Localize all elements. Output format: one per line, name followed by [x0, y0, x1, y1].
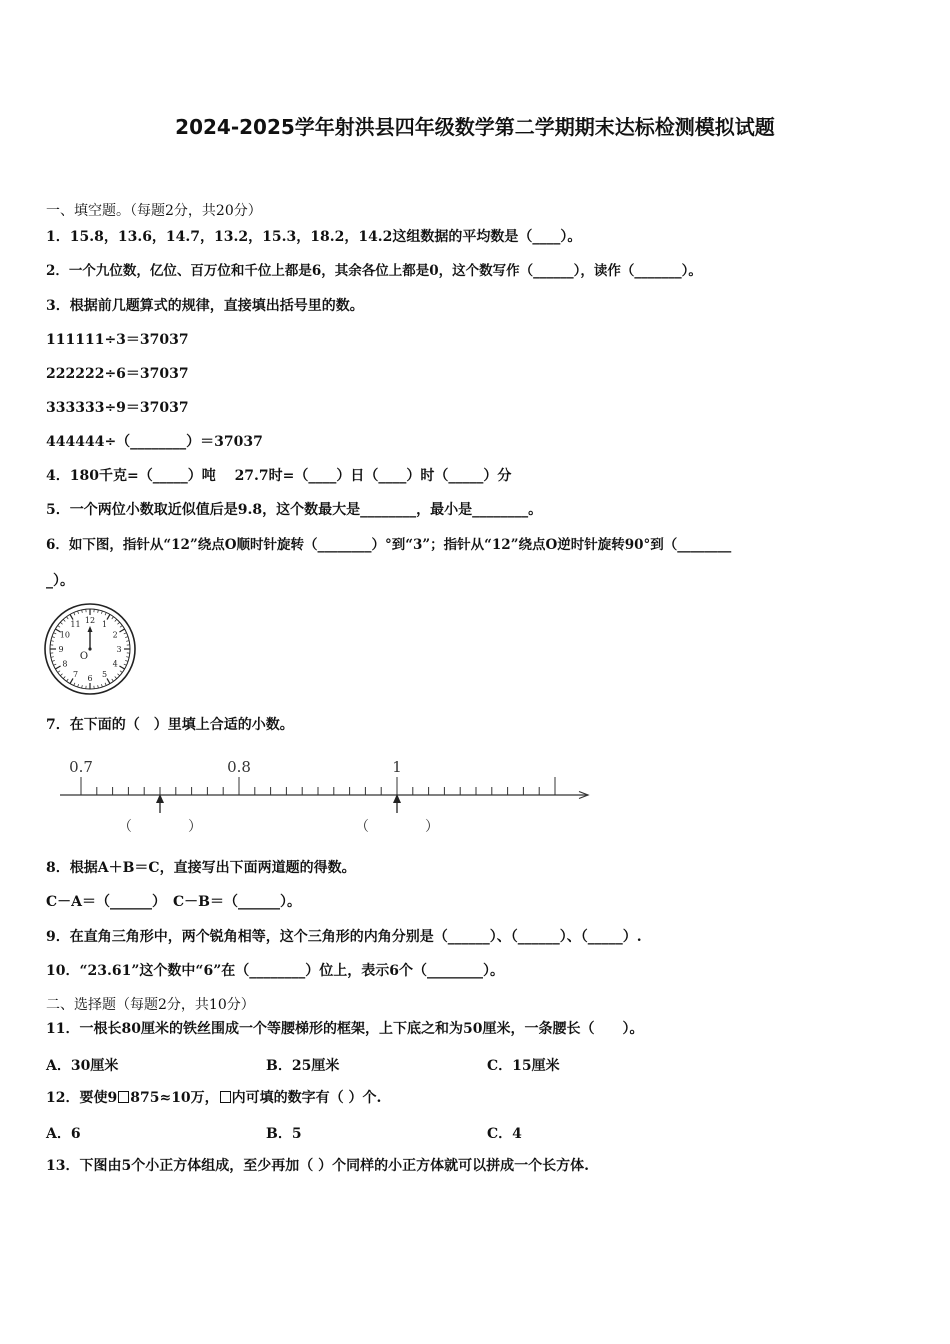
- question-4: 4．180千克=（_____）吨 27.7时=（____）日（____）时（_____）分: [46, 468, 512, 484]
- clock-number: 12: [84, 616, 96, 625]
- clock-tick: [120, 671, 122, 673]
- clock-tick: [98, 610, 99, 613]
- blank-box-icon: [118, 1091, 129, 1103]
- clock-tick: [115, 619, 117, 621]
- question-5: 5．一个两位小数取近似值后是9.8，这个数最大是________，最小是________。: [46, 502, 543, 518]
- clock-tick: [117, 674, 119, 676]
- section-choice-heading: 二、选择题（每题2分，共10分）: [46, 997, 255, 1013]
- question-6-line-2: _）。: [46, 573, 74, 589]
- question-3-equation-1: 111111÷3＝37037: [46, 332, 189, 348]
- clock-tick: [78, 684, 79, 687]
- clock-figure: [42, 603, 140, 695]
- clock-tick: [119, 666, 124, 669]
- clock-number: 8: [62, 659, 68, 669]
- clock-face: [45, 604, 135, 694]
- question-6-line-1: 6．如下图，指针从“12”绕点O顺时针旋转（________）°到“3”；指针从“12”绕点O逆时针旋转90°到（________: [46, 537, 732, 553]
- clock-center-dot: [88, 647, 91, 650]
- clock-tick: [125, 637, 128, 638]
- question-7: 7．在下面的（ ）里填上合适的小数。: [46, 717, 294, 733]
- question-11: 11．一根长80厘米的铁丝围成一个等腰梯形的框架，上下底之和为50厘米，一条腰长（ ）。: [46, 1021, 644, 1037]
- clock-tick: [60, 674, 62, 676]
- clock-tick: [63, 676, 65, 678]
- question-8-answers: C－A＝（______） C－B＝（______）。: [46, 894, 301, 910]
- clock-number: 1: [101, 619, 108, 629]
- clock-tick: [70, 678, 73, 683]
- clock-tick: [119, 629, 124, 632]
- question-13: 13．下图由5个小正方体组成，至少再加（ ）个同样的小正方体就可以拼成一个长方体.: [46, 1158, 589, 1174]
- question-12-prefix: 12．要使9: [46, 1090, 118, 1106]
- number-line-label: 1: [392, 758, 402, 776]
- clock-number: 2: [112, 630, 118, 640]
- clock-tick: [115, 676, 117, 678]
- clock-number: 6: [87, 674, 93, 683]
- clock-tick: [117, 622, 119, 624]
- clock-tick: [52, 637, 55, 638]
- clock-number: 10: [59, 630, 70, 640]
- page-title: 2024-2025学年射洪县四年级数学第二学期期末达标检测模拟试题: [175, 115, 775, 139]
- clock-pointer-head-icon: [88, 626, 93, 632]
- question-12-option-c: C．4: [487, 1126, 522, 1142]
- clock-tick: [124, 633, 127, 634]
- question-11-option-c: C．15厘米: [487, 1058, 560, 1074]
- clock-tick: [70, 614, 73, 619]
- question-3-equation-2: 222222÷6＝37037: [46, 366, 189, 382]
- question-3: 3．根据前几题算式的规律，直接填出括号里的数。: [46, 298, 364, 314]
- clock-tick: [51, 641, 54, 642]
- question-3-equation-4: 444444÷（________）＝37037: [46, 434, 263, 450]
- clock-tick: [78, 611, 79, 614]
- question-12: [46, 1089, 381, 1107]
- question-10: 10．“23.61”这个数中“6”在（________）位上，表示6个（________）。: [46, 963, 505, 979]
- number-line-figure: [55, 752, 600, 844]
- number-line-answer-blank[interactable]: （ ）: [118, 819, 202, 835]
- clock-tick: [74, 612, 75, 615]
- clock-number: 5: [101, 670, 108, 680]
- question-2: 2．一个九位数，亿位、百万位和千位上都是6，其余各位上都是0，这个数写作（______），读作（_______）。: [46, 263, 702, 279]
- question-12-suffix: 875≈10万，: [130, 1090, 219, 1106]
- clock-tick: [53, 633, 56, 634]
- clock-tick: [126, 641, 129, 642]
- clock-tick: [107, 678, 110, 683]
- question-3-equation-3: 333333÷9＝37037: [46, 400, 189, 416]
- number-line: [60, 758, 588, 835]
- clock-tick: [101, 611, 102, 614]
- clock-tick: [58, 671, 60, 673]
- clock-tick: [126, 657, 129, 658]
- clock-tick: [112, 679, 114, 681]
- clock-tick: [53, 664, 56, 665]
- question-12-option-a: A．6: [46, 1126, 81, 1142]
- clock-tick: [98, 685, 99, 688]
- clock-tick: [74, 683, 75, 686]
- clock-tick: [66, 617, 68, 619]
- number-line-label: 0.8: [227, 758, 251, 776]
- clock-tick: [124, 664, 127, 665]
- question-8: 8．根据A＋B＝C，直接写出下面两道题的得数。: [46, 860, 356, 876]
- question-11-option-b: B．25厘米: [266, 1058, 340, 1074]
- clock-number: 4: [112, 659, 118, 669]
- clock-tick: [82, 610, 83, 613]
- number-line-label: 0.7: [69, 758, 93, 776]
- clock-tick: [60, 622, 62, 624]
- question-9: 9．在直角三角形中，两个锐角相等，这个三角形的内角分别是（______）、（______）、（_____）.: [46, 929, 642, 945]
- clock-tick: [112, 617, 114, 619]
- clock-tick: [82, 685, 83, 688]
- section-fill-blank-heading: 一、填空题。（每题2分，共20分）: [46, 203, 262, 219]
- clock-tick: [125, 660, 128, 661]
- question-12-tail: 内可填的数字有（ ）个.: [231, 1090, 382, 1106]
- clock-tick: [120, 625, 122, 627]
- clock-tick: [66, 679, 68, 681]
- clock-number: 11: [70, 619, 81, 629]
- clock-tick: [55, 666, 60, 669]
- clock-tick: [101, 684, 102, 687]
- clock-number: 9: [58, 645, 64, 654]
- clock-number: 7: [72, 670, 79, 680]
- clock-tick: [63, 619, 65, 621]
- clock-tick: [105, 683, 106, 686]
- clock-tick: [107, 614, 110, 619]
- question-11-option-a: A．30厘米: [46, 1058, 119, 1074]
- clock-center-label: O: [79, 651, 89, 662]
- blank-box-icon: [220, 1091, 231, 1103]
- clock-tick: [58, 625, 60, 627]
- clock-number: 3: [116, 645, 122, 654]
- question-12-option-b: B．5: [266, 1126, 302, 1142]
- question-1: 1．15.8，13.6，14.7，13.2，15.3，18.2，14.2这组数据的平均数是（____）。: [46, 229, 582, 245]
- clock-tick: [51, 657, 54, 658]
- clock-tick: [52, 660, 55, 661]
- number-line-answer-blank[interactable]: （ ）: [355, 819, 439, 835]
- clock-tick: [105, 612, 106, 615]
